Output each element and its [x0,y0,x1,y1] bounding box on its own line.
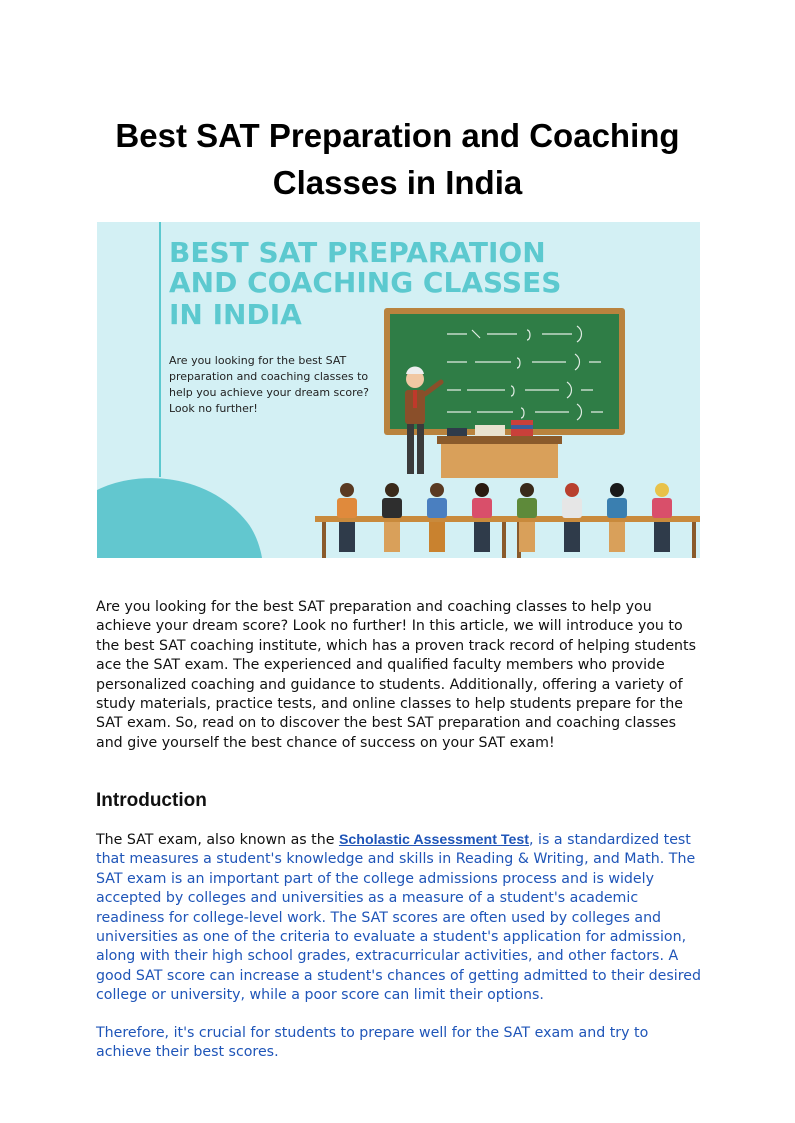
banner-sub-line1: Are you looking for the best SAT [169,354,347,367]
classroom-desks [315,483,700,558]
banner-sub-line4: Look no further! [169,402,258,415]
scholastic-assessment-test-link[interactable]: Scholastic Assessment Test [338,832,529,848]
student-1 [337,483,357,552]
banner-heading-line2: AND COACHING CLASSES [169,266,562,299]
banner-blob [97,478,262,558]
banner-heading-line3: IN INDIA [169,298,302,331]
student-2 [382,483,402,552]
student-8 [652,483,672,552]
closing-paragraph: Therefore, it's crucial for students to prepare well for the SAT exam and try to achieve their best scores. [96,1025,649,1061]
student-3 [427,483,447,552]
intro-paragraph: Are you looking for the best SAT preparation and coaching classes to help you achieve your dream score? Look no further! In this article, we will introduce you to the best SAT coaching institute, which has a proven track record of helping students ace the SAT exam. The experienced and qualified faculty members who provide personalized coaching and guidance to students. Additionally, offering a variety of study materials, practice tests, and online classes to help students prepare for the SAT exam. So, read on to discover the best SAT preparation and coaching classes and give yourself the best chance of success on your SAT exam! [96,599,696,751]
student-6 [562,483,582,552]
student-5 [517,483,537,552]
section-paragraph-lead: The SAT exam, also known as the [96,832,339,848]
section-paragraph [96,831,706,1006]
banner-sub-line3: help you achieve your dream score? [169,386,369,399]
banner-sub-line2: preparation and coaching classes to [169,370,369,383]
banner-heading-line1: BEST SAT PREPARATION [169,236,546,269]
page-title [60,112,735,206]
student-4 [472,483,492,552]
student-7 [607,483,627,552]
section-paragraph-rest: , is a standardized test that measures a student's knowledge and skills in Reading & Writing, and Math. The SAT exam is an important part of the college admissions process and is widely accepted by colleges and universities as a measure of a student's academic readiness for college-level work. The SAT scores are often used by colleges and universities as one of the criteria to evaluate a student's application for admission, along with their high school grades, extracurricular activities, and other factors. A good SAT score can increase a student's chances of getting admitted to their desired college or university, while a poor score can limit their options. [96,832,701,1004]
banner-image [97,222,700,558]
page-title-line1: Best SAT Preparation and Coaching [115,117,680,154]
page-title-line2: Classes in India [272,164,523,201]
section-heading: Introduction [96,790,207,811]
